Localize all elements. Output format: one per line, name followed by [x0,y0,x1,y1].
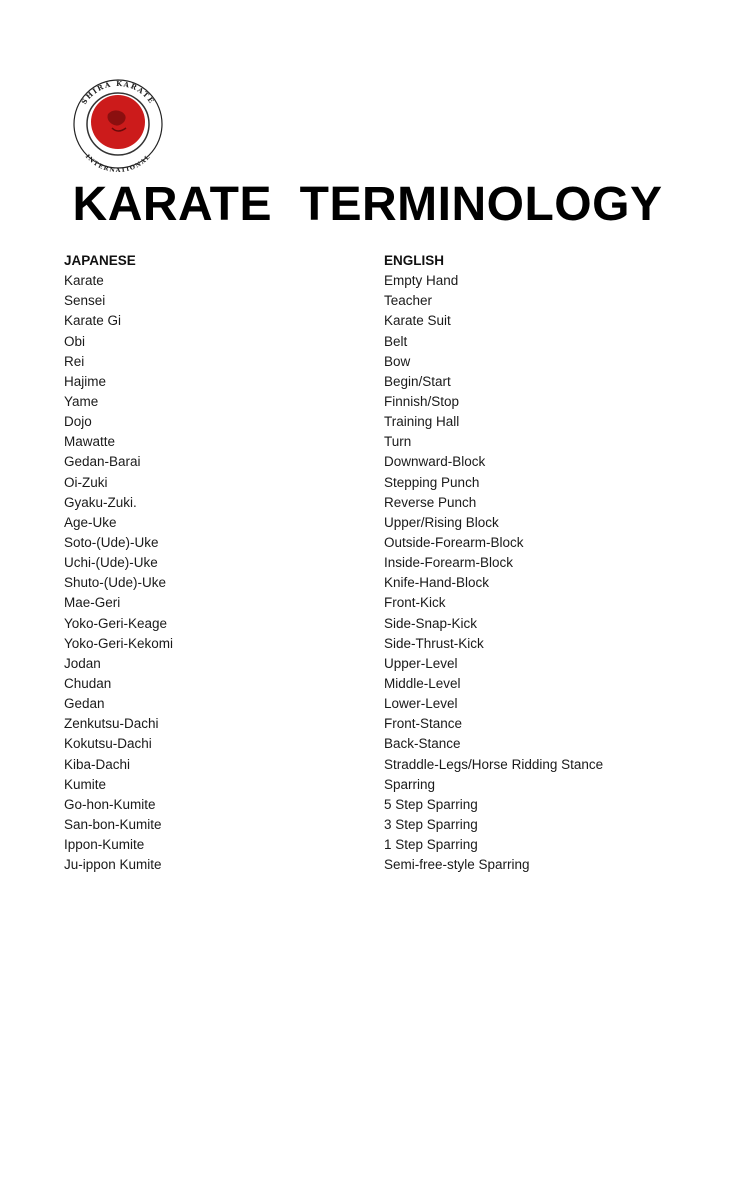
english-term: Empty Hand [384,273,459,289]
table-row [64,815,684,835]
japanese-term: Yoko-Geri-Kekomi [64,635,174,651]
japanese-term: Uchi-(Ude)-Uke [64,555,158,571]
japanese-term: Dojo [64,414,92,430]
japanese-term: Go-hon-Kumite [64,796,156,812]
table-row [64,795,684,815]
english-term: Bow [384,353,411,369]
english-term: Upper-Level [384,655,458,671]
japanese-term: Gyaku-Zuki. [64,494,137,510]
terminology-table [64,251,684,875]
english-term: Reverse Punch [384,494,477,510]
japanese-term: Soto-(Ude)-Uke [64,534,159,550]
table-row [64,271,684,291]
english-term: 1 Step Sparring [384,837,478,853]
table-row [64,533,684,553]
english-term: Side-Snap-Kick [384,615,478,631]
japanese-term: Oi-Zuki [64,474,108,490]
table-row [64,634,684,654]
japanese-term: Kumite [64,776,107,792]
english-term: Stepping Punch [384,474,480,490]
table-row [64,573,684,593]
japanese-term: Zenkutsu-Dachi [64,716,159,732]
japanese-term: Mawatte [64,434,116,450]
table-row [64,614,684,634]
table-row [64,291,684,311]
table-row [64,714,684,734]
svg-text:SHIRA KARATE: SHIRA KARATE [79,78,157,107]
table-row [64,755,684,775]
table-row [64,674,684,694]
japanese-term: Shuto-(Ude)-Uke [64,575,167,591]
japanese-term: Gedan-Barai [64,454,141,470]
table-row [64,654,684,674]
table-row [64,412,684,432]
page-title: KARATE TERMINOLOGY [72,178,663,231]
english-term: 3 Step Sparring [384,816,478,832]
svg-text:INTERNATIONAL: INTERNATIONAL [83,153,153,175]
english-term: Training Hall [384,414,460,430]
english-term: Lower-Level [384,696,458,712]
table-row [64,593,684,613]
japanese-term: Karate [64,273,104,289]
japanese-term: Sensei [64,293,106,309]
column-header-english: ENGLISH [384,253,445,268]
japanese-term: Yame [64,393,99,409]
english-term: Belt [384,333,408,349]
english-term: Outside-Forearm-Block [384,534,524,550]
english-term: Inside-Forearm-Block [384,555,514,571]
english-term: Front-Kick [384,595,446,611]
table-row [64,332,684,352]
table-row [64,513,684,533]
table-row [64,311,684,331]
japanese-term: Hajime [64,373,107,389]
japanese-term: Jodan [64,655,101,671]
table-row [64,734,684,754]
japanese-term: Mae-Geri [64,595,121,611]
table-row [64,553,684,573]
column-header-japanese: JAPANESE [64,253,136,268]
japanese-term: Karate Gi [64,313,122,329]
japanese-term: Yoko-Geri-Keage [64,615,168,631]
japanese-term: San-bon-Kumite [64,816,162,832]
english-term: Karate Suit [384,313,451,329]
english-term: Semi-free-style Sparring [384,857,530,873]
english-term: Front-Stance [384,716,463,732]
english-term: Finnish/Stop [384,393,460,409]
table-row [64,775,684,795]
table-row [64,473,684,493]
organization-logo [62,70,174,178]
japanese-term: Ippon-Kumite [64,837,145,853]
table-row [64,694,684,714]
japanese-term: Chudan [64,675,112,691]
english-term: Side-Thrust-Kick [384,635,484,651]
japanese-term: Obi [64,333,86,349]
english-term: Downward-Block [384,454,486,470]
english-term: Teacher [384,293,433,309]
japanese-term: Kiba-Dachi [64,756,131,772]
english-term: 5 Step Sparring [384,796,478,812]
table-row [64,432,684,452]
english-term: Turn [384,434,412,450]
table-row [64,835,684,855]
english-term: Straddle-Legs/Horse Ridding Stance [384,756,604,772]
table-row [64,352,684,372]
table-body [64,271,684,875]
english-term: Begin/Start [384,373,451,389]
english-term: Middle-Level [384,675,461,691]
english-term: Sparring [384,776,436,792]
table-row [64,493,684,513]
english-term: Back-Stance [384,736,461,752]
japanese-term: Age-Uke [64,514,117,530]
japanese-term: Kokutsu-Dachi [64,736,152,752]
table-row [64,392,684,412]
english-term: Knife-Hand-Block [384,575,490,591]
japanese-term: Ju-ippon Kumite [64,857,162,873]
table-row [64,372,684,392]
japanese-term: Gedan [64,696,105,712]
table-header-row [64,251,684,271]
table-row [64,855,684,875]
japanese-term: Rei [64,353,85,369]
table-row [64,452,684,472]
english-term: Upper/Rising Block [384,514,499,530]
